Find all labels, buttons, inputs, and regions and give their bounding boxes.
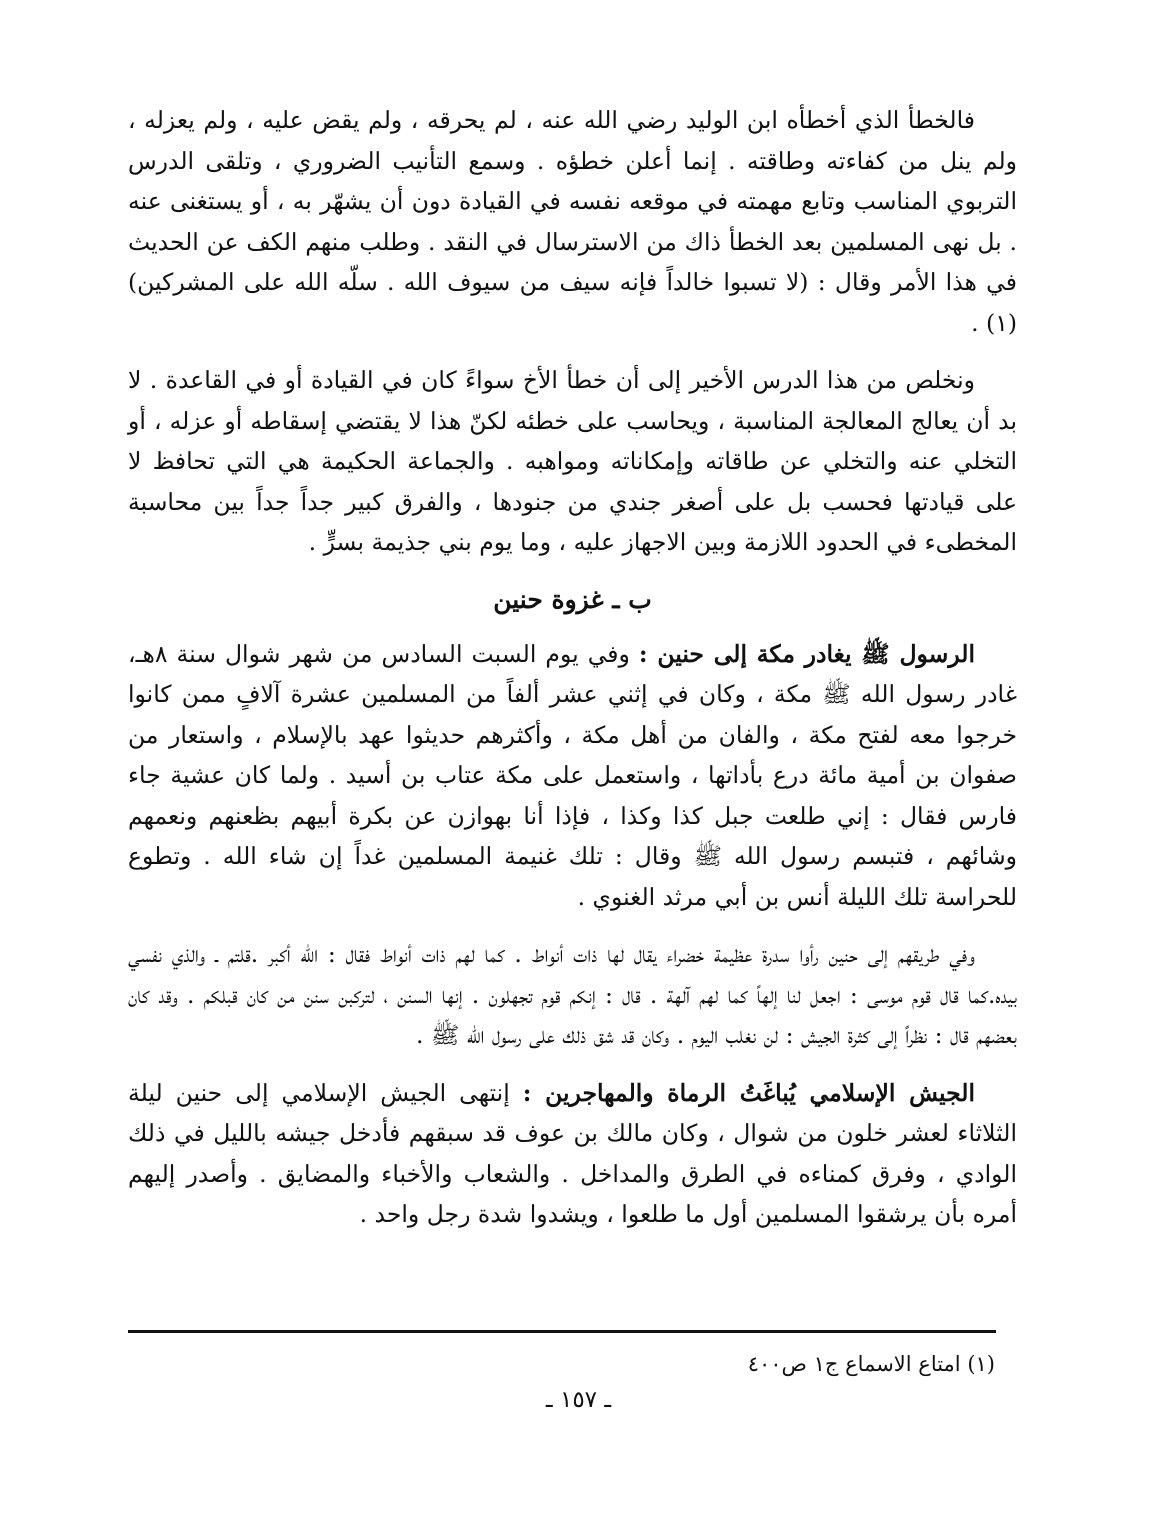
paragraph-3-lead: الرسول ﷺ يغادر مكة إلى حنين : bbox=[638, 639, 975, 668]
section-heading: ب ـ غزوة حنين bbox=[493, 584, 652, 614]
paragraph-5-lead: الجيش الإسلامي يُباغَتُ الرماة والمهاجرين : bbox=[522, 1078, 975, 1107]
paragraph-5-text: إنتهى الجيش الإسلامي إلى حنين ليلة الثلاثاء لعشر خلون من شوال ، وكان مالك بن عوف قد سبقهم فأدخل جيشه بالليل في ذلك الوادي ، وفرق كمناءه في الطرق والمداخل . والشعاب والأخباء والمضايق . وأصدر إليهم أمره بأن يرشقوا المسلمين أول ما طلعوا ، ويشدوا شدة رجل واحد . bbox=[128, 1078, 1017, 1228]
footnote: (١) امتاع الاسماع ج١ ص٤٠٠ bbox=[747, 1352, 995, 1376]
page-number: ـ ١٥٧ ـ bbox=[545, 1387, 612, 1413]
footnote-divider bbox=[128, 1330, 996, 1333]
paragraph-1-text: فالخطأ الذي أخطأه ابن الوليد رضي الله عنه ، لم يحرقه ، ولم يقض عليه ، ولم يعزله ، ولم ينل من كفاءته وطاقته . إنما أعلن خطؤه . وسمع التأنيب الضروري ، وتلقى الدرس التربوي المناسب وتابع مهمته في موقعه نفسه في القيادة دون أن يشهّر به ، أو يستغنى عنه . بل نهى المسلمين بعد الخطأ ذاك من الاسترسال في النقد . وطلب منهم الكف عن الحديث في هذا الأمر وقال : (لا تسبوا خالداً فإنه سيف من سيوف الله . سلّه الله على المشركين)(١) . bbox=[128, 106, 1017, 337]
paragraph-3-text: وفي يوم السبت السادس من شهر شوال سنة ٨هـ، غادر رسول الله ﷺ مكة ، وكان في إثني عشر ألفاً من المسلمين عشرة آلافٍ ممن كانوا خرجوا معه لفتح مكة ، والفان من أهل مكة ، وأكثرهم حديثوا عهد بالإسلام ، واستعار من صفوان بن أمية مائة درع بأداتها ، واستعمل على مكة عتاب بن أسيد . ولما كان عشية جاء فارس فقال : إني طلعت جبل كذا وكذا ، فإذا أنا بهوازن عن بكرة أبيهم بظعنهم ونعمهم وشائهم ، فتبسم رسول الله ﷺ وقال : تلك غنيمة المسلمين غداً إن شاء الله . وتطوع للحراسة تلك الليلة أنس بن أبي مرثد الغنوي . bbox=[128, 639, 1017, 911]
paragraph-5 bbox=[128, 1073, 1017, 1235]
paragraph-4-text: وفي طريقهم إلى حنين رأوا سدرة عظيمة خضراء يقال لها ذات أنواط . كما لهم ذات أنواط فقال : الله أكبر .قلتم ـ والذي نفسي بيده.كما قال قوم موسى : اجعل لنا إلهاً كما لهم آلهة . قال : إنكم قوم تجهلون . إنها السنن ، لتركبن سنن من كان قبلكم . وقد كان بعضهم قال : نظراً إلى كثرة الجيش : لن نغلب اليوم . وكان قد شق ذلك على رسول الله ﷺ . bbox=[128, 940, 1017, 1049]
paragraph-4 bbox=[128, 934, 1017, 1056]
paragraph-3 bbox=[128, 634, 1017, 918]
paragraph-2 bbox=[128, 360, 1017, 563]
paragraph-1 bbox=[128, 100, 1017, 343]
paragraph-2-text: ونخلص من هذا الدرس الأخير إلى أن خطأ الأخ سواءً كان في القيادة أو في القاعدة . لا بد أن يعالج المعالجة المناسبة ، ويحاسب على خطئه لكنّ هذا لا يقتضي إسقاطه أو عزله ، أو التخلي عنه والتخلي عن طاقاته وإمكاناته ومواهبه . والجماعة الحكيمة هي التي تحافظ لا على قيادتها فحسب بل على أصغر جندي من جنودها ، والفرق كبير جداً جداً بين محاسبة المخطىء في الحدود اللازمة وبين الاجهاز عليه ، وما يوم بني جذيمة بسرٍّ . bbox=[128, 366, 1017, 556]
